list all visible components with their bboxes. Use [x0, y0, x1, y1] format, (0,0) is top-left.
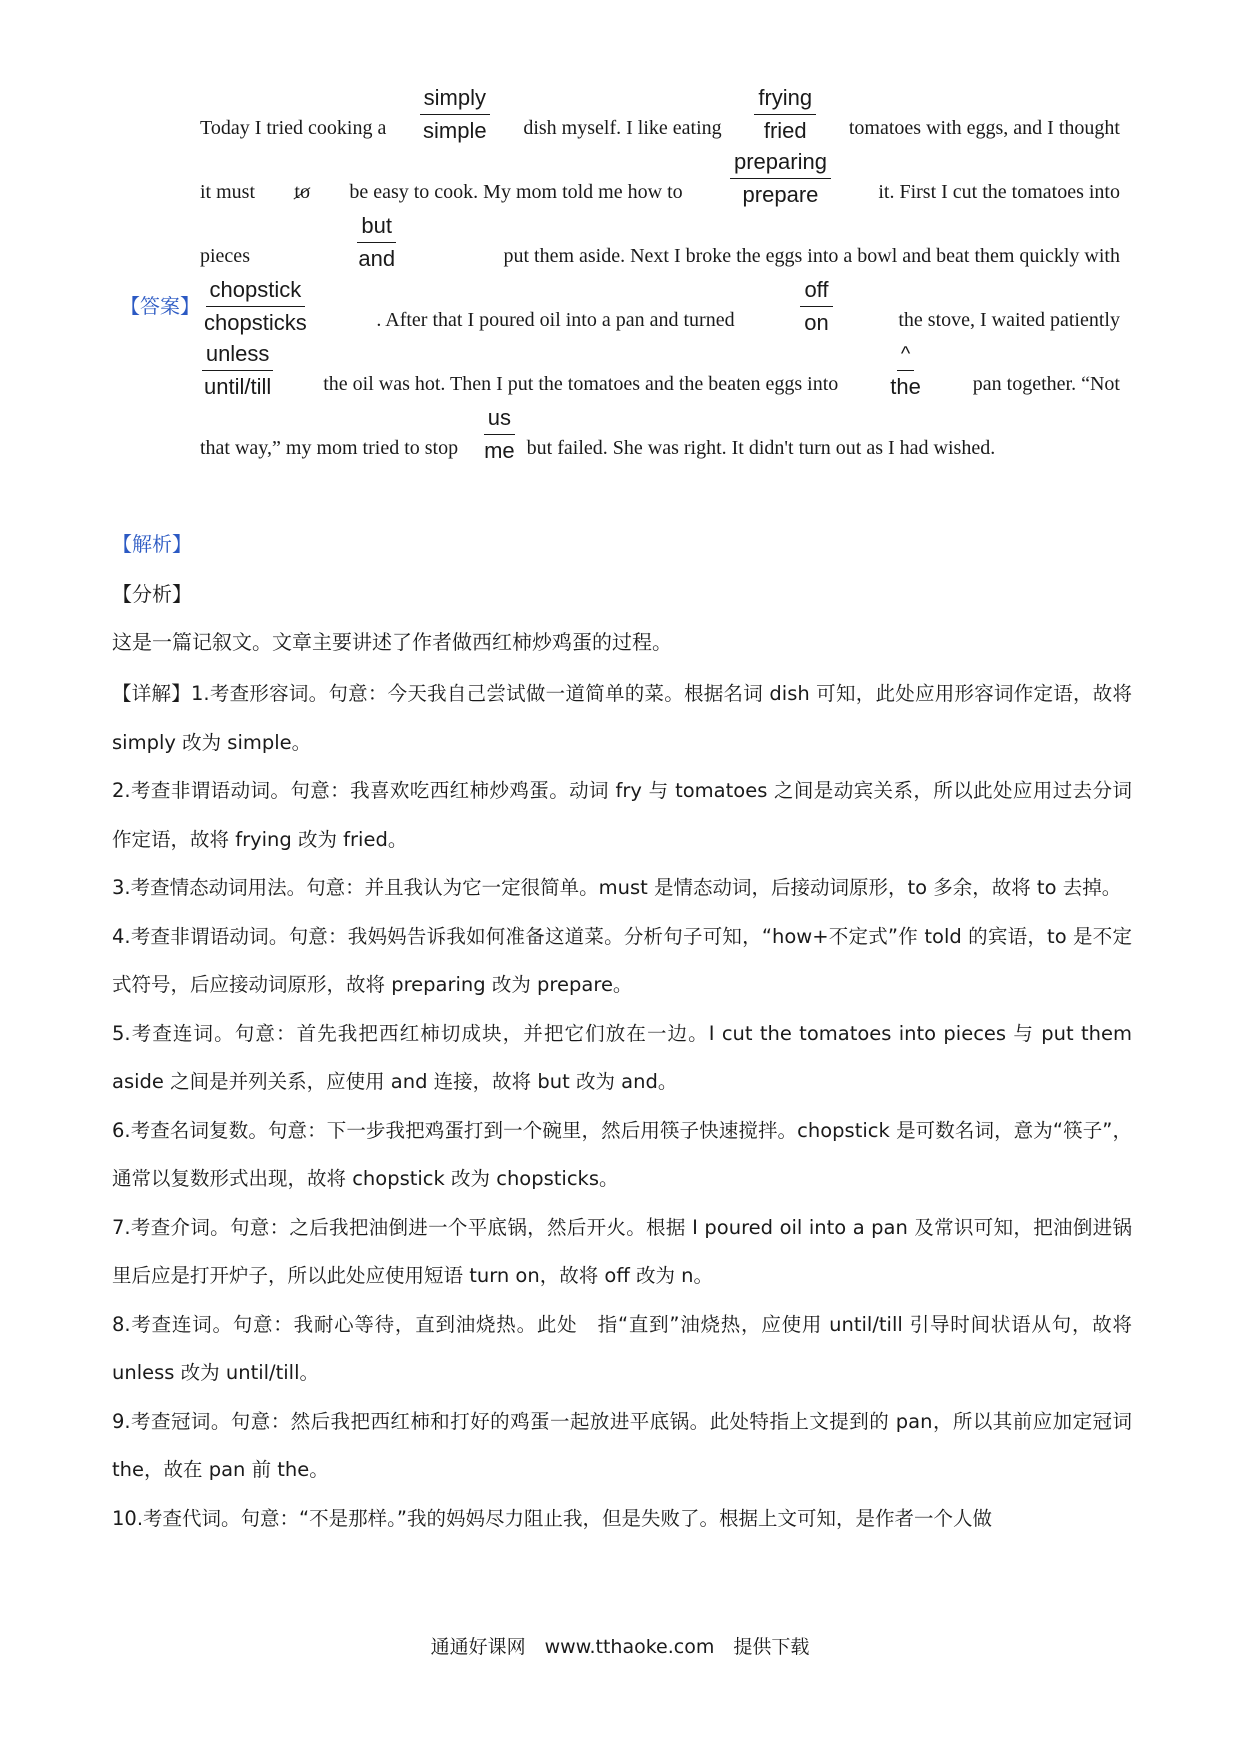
- detail-item: 8.考查连词。句意：我耐心等待，直到油烧热。此处 指“直到”油烧热，应使用 until/till 引导时间状语从句，故将 unless 改为 until/till。: [112, 1312, 1132, 1384]
- original-word: unless: [202, 341, 274, 371]
- corrected-word: prepare: [742, 182, 819, 207]
- corrected-word: simple: [423, 118, 487, 143]
- passage-line-4: [200, 272, 1120, 336]
- correction-10: [480, 405, 519, 464]
- original-word: simply: [420, 85, 490, 115]
- fenxi-label: 【分析】: [112, 582, 192, 606]
- summary-text: 这是一篇记叙文。文章主要讲述了作者做西红柿炒鸡蛋的过程。: [112, 630, 672, 654]
- detail-item: 【详解】1.考查形容词。句意：今天我自己尝试做一道简单的菜。根据名词 dish 可知，此处应用形容词作定语，故将 simply 改为 simple。: [112, 682, 1132, 754]
- corrected-word: me: [484, 438, 515, 463]
- passage-text: tomatoes with eggs, and I thought: [848, 117, 1120, 139]
- original-word: us: [484, 405, 515, 435]
- detail-item: 6.考查名词复数。句意：下一步我把鸡蛋打到一个碗里，然后用筷子快速搅拌。chopstick 是可数名词，意为“筷子”，通常以复数形式出现，故将 chopstick 改为 chopsticks。: [112, 1118, 1132, 1190]
- passage-line-6: [200, 400, 1120, 464]
- detail-explanations: [112, 670, 1132, 1543]
- original-word: chopstick: [206, 277, 306, 307]
- correction-8: [200, 341, 275, 400]
- passage-text: that way,” my mom tried to stop: [200, 437, 459, 459]
- passage-text: put them aside. Next I broke the eggs into a bowl and beat them quickly with: [503, 245, 1120, 267]
- passage-text: the oil was hot. Then I put the tomatoes and the beaten eggs into: [323, 373, 839, 395]
- corrected-word: fried: [763, 118, 807, 143]
- deleted-word: to: [294, 181, 310, 203]
- passage-text: pieces: [200, 245, 250, 267]
- passage-text: be easy to cook. My mom told me how to: [349, 181, 683, 203]
- detail-item: 9.考查冠词。句意：然后我把西红柿和打好的鸡蛋一起放进平底锅。此处特指上文提到的 pan，所以其前应加定冠词 the，故在 pan 前 the。: [112, 1409, 1132, 1481]
- corrected-passage: [200, 80, 1120, 464]
- detail-item: 7.考查介词。句意：之后我把油倒进一个平底锅，然后开火。根据 I poured oil into a pan 及常识可知，把油倒进锅里后应是打开炉子，所以此处应使用短语 turn on，故将 off 改为 n。: [112, 1215, 1132, 1287]
- page-footer: 通通好课网 www.tthaoke.com 提供下载: [430, 1636, 810, 1658]
- correction-4: [730, 149, 831, 208]
- original-word: but: [357, 213, 396, 243]
- correction-9: [886, 341, 925, 400]
- correction-2: [754, 85, 816, 144]
- corrected-word: until/till: [204, 374, 272, 399]
- correction-6: [200, 277, 311, 336]
- detail-item: 4.考查非谓语动词。句意：我妈妈告诉我如何准备这道菜。分析句子可知，“how+不定式”作 told 的宾语，to 是不定式符号，后应接动词原形，故将 preparing 改为 prepare。: [112, 924, 1132, 996]
- inserted-word: the: [890, 374, 921, 399]
- detail-item: 10.考查代词。句意：“不是那样。”我的妈妈尽力阻止我，但是失败了。根据上文可知，是作者一个人做: [112, 1506, 992, 1530]
- correction-1: [419, 85, 491, 144]
- passage-text: . After that I poured oil into a pan and turned: [376, 309, 735, 331]
- passage-text: Today I tried cooking a: [200, 117, 387, 139]
- correction-5: [354, 213, 399, 272]
- correction-3: [294, 180, 310, 208]
- corrected-word: chopsticks: [204, 310, 307, 335]
- original-word: frying: [754, 85, 816, 115]
- passage-text: the stove, I waited patiently: [898, 309, 1120, 331]
- analysis-label: 【解析】: [112, 532, 192, 556]
- passage-text: but failed. She was right. It didn't turn out as I had wished.: [526, 437, 996, 459]
- passage-text: it must: [200, 181, 256, 203]
- corrected-word: and: [358, 246, 396, 271]
- passage-text: dish myself. I like eating: [523, 117, 722, 139]
- passage-text: it. First I cut the tomatoes into: [878, 181, 1120, 203]
- detail-item: 2.考查非谓语动词。句意：我喜欢吃西红柿炒鸡蛋。动词 fry 与 tomatoes 之间是动宾关系，所以此处应用过去分词作定语，故将 frying 改为 fried。: [112, 779, 1132, 851]
- passage-line-3: [200, 208, 1120, 272]
- original-word: off: [800, 277, 832, 307]
- answer-label: 【答案】: [120, 294, 200, 318]
- original-word: preparing: [730, 149, 831, 179]
- passage-line-5: [200, 336, 1120, 400]
- insertion-caret: ^: [897, 341, 914, 371]
- correction-7: [800, 277, 832, 336]
- passage-line-1: [200, 80, 1120, 144]
- detail-item: 5.考查连词。句意：首先我把西红柿切成块，并把它们放在一边。I cut the tomatoes into pieces 与 put them aside 之间是并列关系，应使用 and 连接，故将 but 改为 and。: [112, 1021, 1132, 1093]
- detail-item: 3.考查情态动词用法。句意：并且我认为它一定很简单。must 是情态动词，后接动词原形，to 多余，故将 to 去掉。: [112, 876, 1122, 899]
- corrected-word: on: [804, 310, 829, 335]
- passage-text: pan together. “Not: [972, 373, 1120, 395]
- passage-line-2: [200, 144, 1120, 208]
